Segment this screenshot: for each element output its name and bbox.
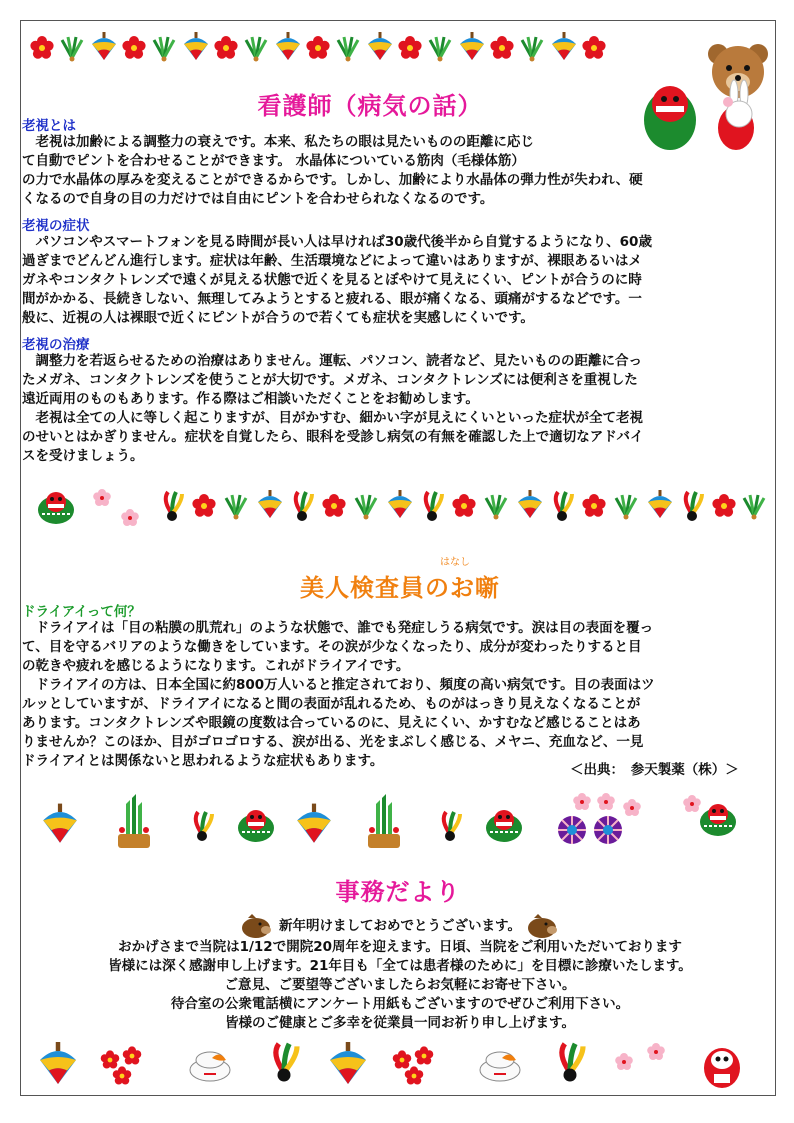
plum-blossom-icon	[615, 1053, 633, 1070]
feather-icon	[686, 492, 702, 521]
plum-flower-icon	[322, 494, 345, 517]
spinning-top-icon	[92, 32, 116, 60]
spinning-top-icon	[258, 490, 282, 518]
pine-sprig-icon	[226, 495, 246, 520]
text-line: あります。コンタクトレンズや眼鏡の度数は合っているのに、見えにくい、かすむなど感じることはあ	[22, 715, 641, 731]
plum-blossom-icon	[597, 793, 615, 810]
title-ruby: はなし	[440, 557, 470, 568]
kagami-mochi-icon	[480, 1052, 520, 1081]
inspector-section-title: 美人検査員のお噺	[300, 574, 500, 602]
presbyopia-treatment-text	[22, 352, 782, 466]
presbyopia-definition-heading: 老視とは	[22, 118, 76, 134]
spinning-top-icon	[388, 490, 412, 518]
pine-sprig-icon	[522, 37, 542, 62]
spinning-top-icon	[518, 490, 542, 518]
feather-icon	[562, 1044, 583, 1082]
text-line: 過ぎまでどんどん進行します。症状は年齢、生活環境などによって違いはありますが、裸眼あるいはメ	[22, 253, 642, 269]
office-message	[22, 938, 778, 1033]
lion-dance-icon	[38, 492, 74, 524]
temari-ball-icon	[558, 816, 586, 844]
text-line: 老視は加齢による調整力の衰えです。本来、私たちの眼は見たいものの距離に応じ	[22, 134, 534, 150]
spinning-top-icon	[368, 32, 392, 60]
text-line: 間がかかる、長続きしない、無理してみようとすると疲れる、眼が痛くなる、頭痛がするなどです。一	[22, 291, 642, 307]
text-line: ドライアイとは関係ないと思われるような症状もあります。	[22, 753, 384, 769]
kadomatsu-icon	[368, 794, 400, 848]
presbyopia-symptoms-heading: 老視の症状	[22, 218, 90, 234]
plum-flower-icon	[452, 494, 475, 517]
kadomatsu-icon	[118, 794, 150, 848]
source-citation: ＜出典： 参天製薬（株）＞	[570, 762, 739, 778]
pine-sprig-icon	[744, 495, 764, 520]
feather-icon	[444, 812, 460, 841]
text-line: おかげさまで当院は1/12で開院20周年を迎えます。日頃、当院をご利用いただいております	[118, 939, 682, 955]
office-greeting-line	[22, 914, 778, 938]
pine-sprig-icon	[616, 495, 636, 520]
plum-blossom-icon	[683, 795, 701, 812]
pine-sprig-icon	[338, 37, 358, 62]
daruma-icon	[704, 1048, 740, 1088]
text-line: ドライアイは「目の粘膜の肌荒れ」のような状態で、誰でも発症しうる病気です。涙は目の表面を覆っ	[22, 620, 654, 636]
spinning-top-icon	[184, 32, 208, 60]
text-line: たメガネ、コンタクトレンズを使うことが大切です。メガネ、コンタクトレンズには便利さを重視した	[22, 372, 638, 388]
text-line: りませんか？このほか、目がゴロゴロする、涙が出る、光をまぶしく感じる、メヤニ、充血など、一見	[22, 734, 644, 750]
feather-icon	[426, 492, 442, 521]
text-line: スを受けましょう。	[22, 448, 144, 464]
spinning-top-icon	[276, 32, 300, 60]
spinning-top-icon	[297, 804, 331, 843]
plum-flower-icon	[405, 1066, 424, 1084]
dry-eye-heading: ドライアイって何？	[22, 604, 141, 620]
plum-blossom-icon	[93, 489, 111, 506]
text-line: の乾きや疲れを感じるようになります。これがドライアイです。	[22, 658, 410, 674]
spinning-top-icon	[43, 804, 77, 843]
plum-blossom-icon	[573, 793, 591, 810]
spinning-top-icon	[40, 1042, 76, 1084]
text-line: くなるので自身の目の力だけでは自由にピントを合わせられなくなるのです。	[22, 191, 494, 207]
plum-flower-icon	[214, 36, 237, 59]
plum-flower-icon	[30, 36, 53, 59]
text-line: 般に、近視の人は裸眼で近くにピントが合うので若くても症状を実感しにくいです。	[22, 310, 534, 326]
pine-sprig-icon	[356, 495, 376, 520]
text-line: 老視は全ての人に等しく起こりますが、目がかすむ、細かい字が見えにくいといった症状が全て老視	[22, 410, 643, 426]
middle-decoration-row	[26, 484, 771, 532]
pine-sprig-icon	[486, 495, 506, 520]
pine-sprig-icon	[246, 37, 266, 62]
text-line: ご意見、ご要望等ございましたらお気軽にお寄せ下さい。	[224, 977, 576, 993]
spinning-top-icon	[460, 32, 484, 60]
plum-flower-icon	[123, 1046, 142, 1064]
pine-sprig-icon	[430, 37, 450, 62]
pine-sprig-icon	[154, 37, 174, 62]
text-line: ドライアイの方は、日本全国に約800万人いると推定されており、頻度の高い病気です。目の表面はツ	[22, 677, 655, 693]
office-section-title: 事務だより	[335, 878, 461, 906]
feather-icon	[296, 492, 312, 521]
bottom-decoration-row	[26, 1036, 771, 1092]
plum-flower-icon	[122, 36, 145, 59]
text-line: 遠近両用のものもあります。作る際はご相談いただくことをお勧めします。	[22, 391, 479, 407]
plum-blossom-icon	[121, 509, 139, 526]
text-line: て自動でピントを合わせることができます。 水晶体についている筋肉（毛様体筋）	[22, 153, 525, 169]
lion-dance-icon	[486, 810, 522, 842]
kagami-mochi-icon	[190, 1052, 230, 1081]
text-line: パソコンやスマートフォンを見る時間が長い人は早ければ30歳代後半から自覚するようになり、60歳	[22, 234, 652, 250]
boar-icon	[240, 914, 274, 938]
presbyopia-symptoms-text	[22, 233, 782, 328]
plum-flower-icon	[113, 1066, 132, 1084]
boar-icon	[526, 914, 560, 938]
plum-flower-icon	[415, 1046, 434, 1064]
text-line: 待合室の公衆電話横にアンケート用紙もございますのでぜひご利用下さい。	[170, 996, 630, 1012]
plum-blossom-icon	[647, 1043, 665, 1060]
plum-flower-icon	[582, 36, 605, 59]
spinning-top-icon	[552, 32, 576, 60]
spinning-top-icon	[330, 1042, 366, 1084]
text-line: 調整力を若返らせるための治療はありません。運転、パソコン、読者など、見たいものの距離に合っ	[22, 353, 643, 369]
plum-flower-icon	[582, 494, 605, 517]
plum-flower-icon	[192, 494, 215, 517]
presbyopia-treatment-heading: 老視の治療	[22, 337, 90, 353]
plum-flower-icon	[101, 1050, 120, 1068]
text-line: の力で水晶体の厚みを変えることができるからです。しかし、加齢により水晶体の弾力性が失われ、硬	[22, 172, 643, 188]
lion-dance-icon	[700, 804, 736, 836]
text-line: ガネやコンタクトレンズで遠くが見える状態で近くを見るとぼやけて見えにくい、ピントが合うのに時	[22, 272, 642, 288]
feather-icon	[556, 492, 572, 521]
feather-icon	[166, 492, 182, 521]
temari-ball-icon	[594, 816, 622, 844]
plum-flower-icon	[712, 494, 735, 517]
feather-icon	[276, 1044, 297, 1082]
new-year-greeting: 新年明けましておめでとうございます。	[279, 918, 521, 934]
text-line: て、目を守るバリアのような働きをしています。その涙が少なくなったり、成分が変わったりすると目	[22, 639, 642, 655]
plum-blossom-icon	[623, 799, 641, 816]
nurse-section-title: 看護師（病気の話）	[257, 92, 483, 120]
dry-eye-text	[22, 619, 782, 771]
text-line: 皆様には深く感謝申し上げます。21年目も「全ては患者様のために」を目標に診療いたします。	[108, 958, 692, 974]
feather-icon	[196, 812, 212, 841]
plum-flower-icon	[306, 36, 329, 59]
plum-flower-icon	[393, 1050, 412, 1068]
top-decoration-row	[28, 30, 628, 66]
plum-flower-icon	[490, 36, 513, 59]
lower-decoration-row	[26, 790, 771, 856]
presbyopia-definition-text	[22, 133, 782, 209]
plum-flower-icon	[398, 36, 421, 59]
lion-dance-icon	[238, 810, 274, 842]
text-line: のせいとはかぎりません。症状を自覚したら、眼科を受診し病気の有無を確認した上で適切なアドバイ	[22, 429, 644, 445]
pine-sprig-icon	[62, 37, 82, 62]
text-line: ルッとしていますが、ドライアイになると間の表面が乱れるため、ものがはっきり見えなくなることが	[22, 696, 641, 712]
text-line: 皆様のご健康とご多幸を従業員一同お祈り申し上げます。	[225, 1015, 575, 1031]
spinning-top-icon	[648, 490, 672, 518]
